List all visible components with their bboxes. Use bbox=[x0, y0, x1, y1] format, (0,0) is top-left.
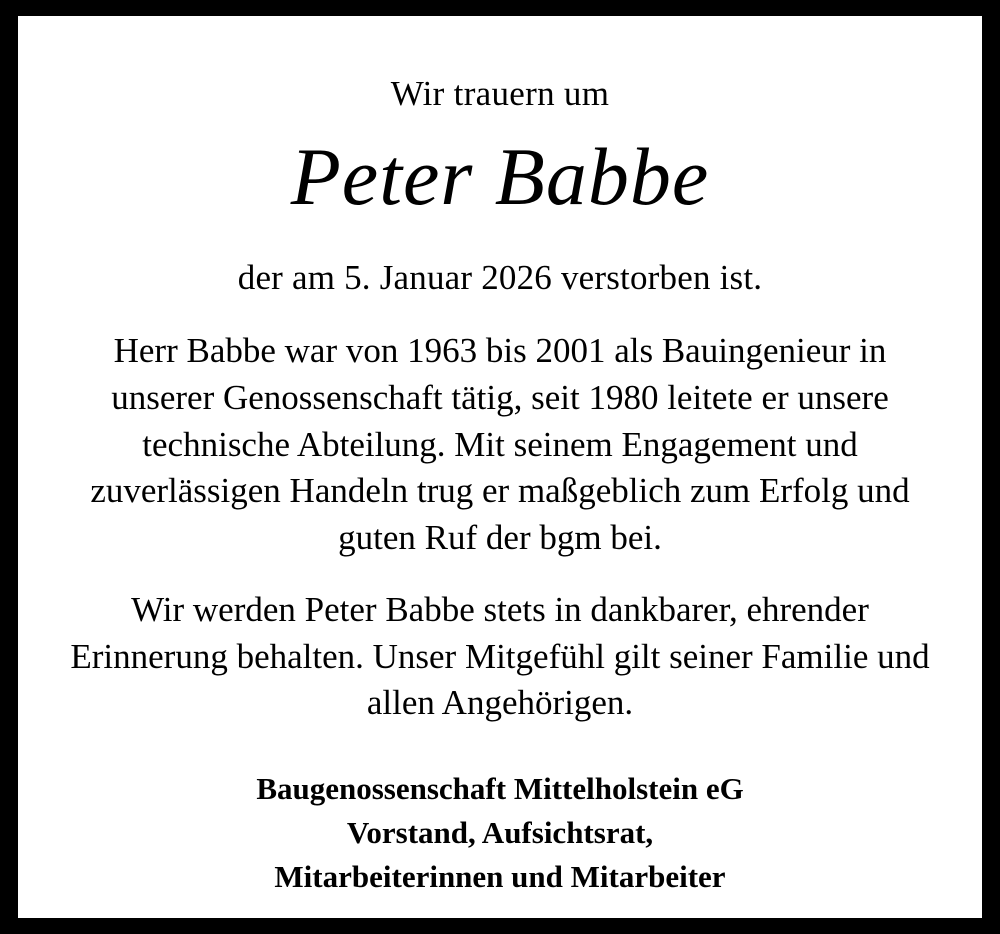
signature-block bbox=[256, 767, 743, 899]
signature-staff: Mitarbeiterinnen und Mitarbeiter bbox=[274, 858, 726, 894]
deceased-name: Peter Babbe bbox=[290, 131, 710, 223]
death-date-line: der am 5. Januar 2026 verstorben ist. bbox=[237, 258, 763, 298]
tribute-paragraph-remembrance: Wir werden Peter Babbe stets in dankbarer, ehrender Erinnerung behalten. Unser Mitgefühl gilt seiner Familie und allen Angehörigen. bbox=[70, 590, 930, 723]
signature-organization: Baugenossenschaft Mittelholstein eG bbox=[256, 770, 744, 806]
signature-board: Vorstand, Aufsichtsrat, bbox=[346, 814, 654, 850]
obituary-content bbox=[18, 16, 982, 918]
tribute-paragraph-career: Herr Babbe war von 1963 bis 2001 als Bauingenieur in unserer Genossenschaft tätig, seit 1980 leitete er unsere technische Abteilung. Mit seinem Engagement und zuverlässigen Handeln trug er maßgeblich zum Erfolg und guten Ruf der bgm bei. bbox=[90, 331, 910, 557]
mourning-intro: Wir trauern um bbox=[390, 74, 610, 113]
